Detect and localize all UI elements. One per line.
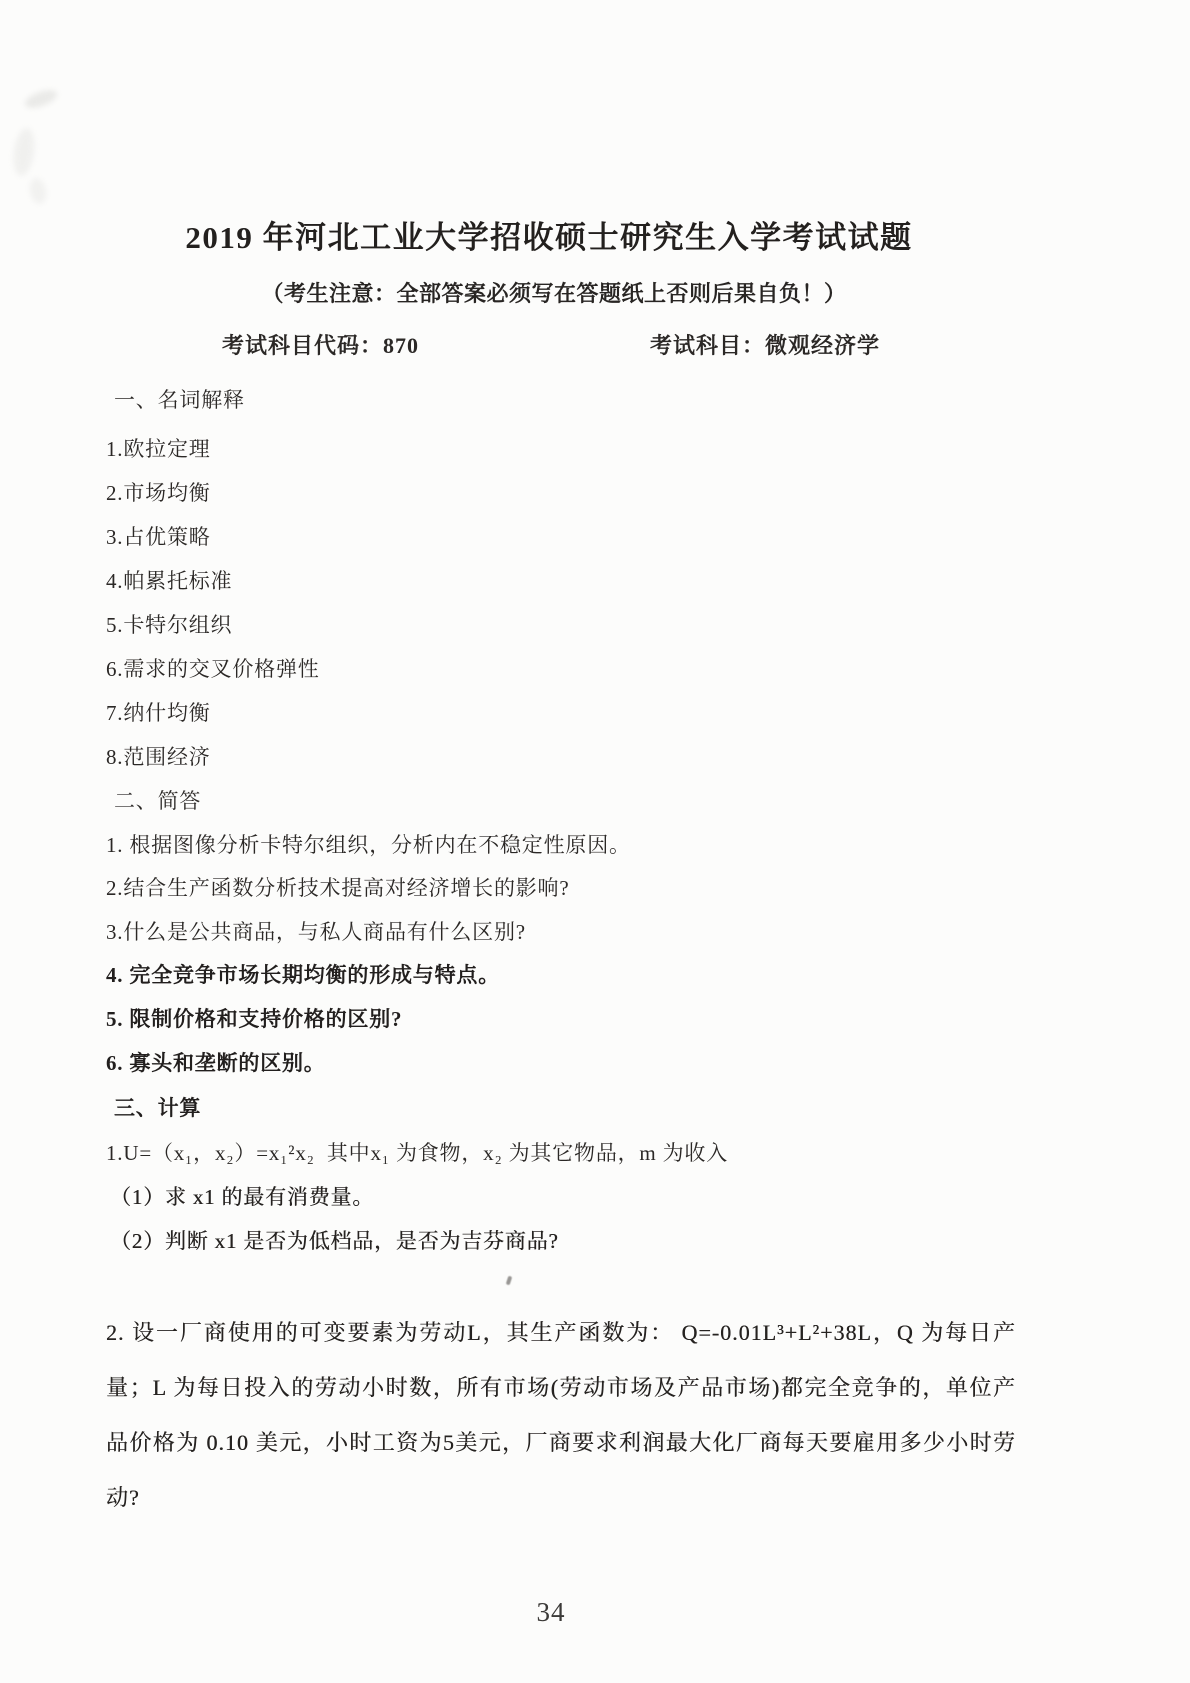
definition-item: 3.占优策略 bbox=[106, 525, 211, 549]
short-answer-item: 2.结合生产函数分析技术提高对经济增长的影响? bbox=[106, 876, 570, 900]
subject-code-label: 考试科目代码：870 bbox=[222, 333, 420, 358]
subject-name-label: 考试科目：微观经济学 bbox=[650, 333, 881, 358]
definition-item: 7.纳什均衡 bbox=[106, 701, 211, 725]
short-answer-item: 1. 根据图像分析卡特尔组织，分析内在不稳定性原因。 bbox=[106, 833, 631, 857]
short-answer-item: 5. 限制价格和支持价格的区别? bbox=[106, 1007, 403, 1031]
definition-item: 2.市场均衡 bbox=[106, 481, 211, 505]
calc-question-1-formula: 1.U=（x₁，x₂）=x₁²x₂ 其中x₁ 为食物，x₂ 为其它物品，m 为收入 bbox=[106, 1141, 729, 1165]
candidate-notice: （考生注意：全部答案必须写在答题纸上否则后果自负！） bbox=[261, 281, 847, 306]
definition-item: 8.范围经济 bbox=[106, 745, 211, 769]
section-heading-calculation: 三、计算 bbox=[114, 1096, 202, 1120]
section-heading-short-answer: 二、简答 bbox=[114, 789, 202, 813]
definition-item: 4.帕累托标准 bbox=[106, 569, 233, 593]
short-answer-item: 4. 完全竞争市场长期均衡的形成与特点。 bbox=[106, 963, 500, 987]
section-heading-definitions: 一、名词解释 bbox=[114, 388, 245, 412]
calc-question-1-sub-1: （1）求 x1 的最有消费量。 bbox=[110, 1185, 374, 1209]
exam-title: 2019 年河北工业大学招收硕士研究生入学考试试题 bbox=[185, 220, 913, 255]
calc-question-1-sub-2: （2）判断 x1 是否为低档品，是否为吉芬商品? bbox=[110, 1229, 559, 1253]
page-number: 34 bbox=[536, 1597, 566, 1627]
calc-question-2-paragraph: 2. 设一厂商使用的可变要素为劳动L，其生产函数为： Q=-0.01L³+L²+38L，Q 为每日产量；L 为每日投入的劳动小时数，所有市场(劳动市场及产品市场)都完全竞争的，单位产品价格为 0.10 美元，小时工资为5美元，厂商要求利润最大化厂商每天要雇用多少小时劳动? bbox=[106, 1320, 1016, 1510]
short-answer-item: 6. 寡头和垄断的区别。 bbox=[106, 1051, 326, 1075]
definition-item: 5.卡特尔组织 bbox=[106, 613, 233, 637]
short-answer-item: 3.什么是公共商品，与私人商品有什么区别? bbox=[106, 920, 526, 944]
definition-item: 6.需求的交叉价格弹性 bbox=[106, 657, 320, 681]
definition-item: 1.欧拉定理 bbox=[106, 437, 211, 461]
